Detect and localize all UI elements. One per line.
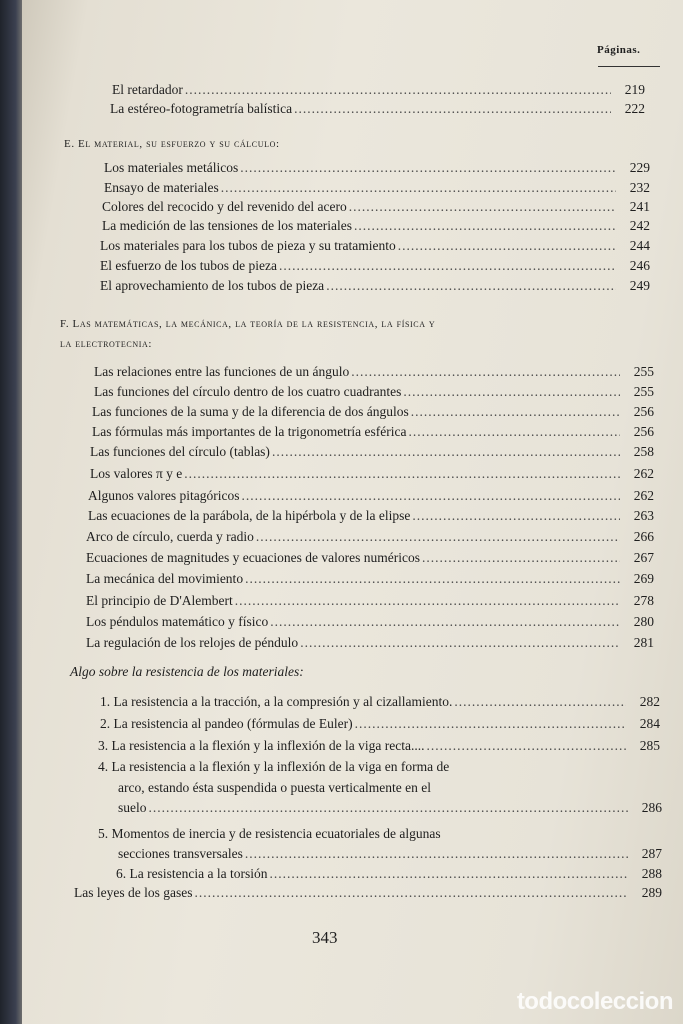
toc-entry: Los péndulos matemático y físico ..... 280 bbox=[86, 614, 654, 630]
toc-entry: La regulación de los relojes de péndulo ..... 281 bbox=[86, 635, 654, 651]
toc-entry: 1. La resistencia a la tracción, a la compresión y al cizallamiento. ..... 282 bbox=[100, 694, 660, 710]
toc-entry: El principio de D'Alembert ..... 278 bbox=[86, 593, 654, 609]
watermark-text: todocoleccion bbox=[516, 988, 673, 1015]
toc-entry: La estéreo-fotogrametría balística ..... 222 bbox=[110, 101, 645, 117]
toc-entry: Las funciones de la suma y de la diferencia de dos ángulos ..... 256 bbox=[92, 404, 654, 420]
book-page bbox=[22, 0, 683, 1024]
toc-entry: Las funciones del círculo dentro de los cuatro cuadrantes ..... 255 bbox=[94, 384, 654, 400]
toc-entry: Ecuaciones de magnitudes y ecuaciones de valores numéricos ..... 267 bbox=[86, 550, 654, 566]
toc-entry: El aprovechamiento de los tubos de pieza ..... 249 bbox=[100, 278, 650, 294]
toc-entry-multiline: 5. Momentos de inercia y de resistencia ecuatoriales de algunas bbox=[98, 826, 441, 841]
toc-entry-multiline-end: suelo ..... 286 bbox=[118, 800, 662, 816]
section-heading-e: E. El material, su esfuerzo y su cálculo: bbox=[64, 138, 280, 150]
toc-entry: Las ecuaciones de la parábola, de la hipérbola y de la elipse ..... 263 bbox=[88, 508, 654, 524]
subsection-heading: Algo sobre la resistencia de los materiales: bbox=[70, 664, 304, 679]
toc-entry: La mecánica del movimiento ..... 269 bbox=[86, 571, 654, 587]
column-header: Páginas. bbox=[597, 44, 641, 56]
toc-entry: Arco de círculo, cuerda y radio ..... 266 bbox=[86, 529, 654, 545]
page-number: 343 bbox=[312, 928, 338, 947]
toc-entry: Ensayo de materiales ..... 232 bbox=[104, 180, 650, 196]
toc-entry: Los materiales para los tubos de pieza y su tratamiento ..... 244 bbox=[100, 238, 650, 254]
toc-entry-multiline-end: secciones transversales ..... 287 bbox=[118, 846, 662, 862]
toc-entry: Los valores π y e ..... 262 bbox=[90, 466, 654, 482]
toc-entry: Las relaciones entre las funciones de un ángulo ..... 255 bbox=[94, 364, 654, 380]
toc-entry: Algunos valores pitagóricos ..... 262 bbox=[88, 488, 654, 504]
toc-entry: Los materiales metálicos ..... 229 bbox=[104, 160, 650, 176]
toc-entry: El esfuerzo de los tubos de pieza ..... 246 bbox=[100, 258, 650, 274]
toc-entry: Colores del recocido y del revenido del acero ..... 241 bbox=[102, 199, 650, 215]
header-rule bbox=[598, 66, 660, 67]
toc-entry: Las funciones del círculo (tablas) ..... 258 bbox=[90, 444, 654, 460]
toc-entry: 3. La resistencia a la flexión y la inflexión de la viga recta.... ..... 285 bbox=[98, 738, 660, 754]
toc-entry: 2. La resistencia al pandeo (fórmulas de Euler) ..... 284 bbox=[100, 716, 660, 732]
section-heading-f: F. Las matemáticas, la mecánica, la teoría de la resistencia, la física y bbox=[60, 318, 436, 330]
toc-entry: Las leyes de los gases ..... 289 bbox=[74, 885, 662, 901]
toc-entry-multiline: 4. La resistencia a la flexión y la inflexión de la viga en forma de arco, estando ésta suspendida o puesta verticalmente en el bbox=[98, 759, 450, 795]
toc-entry: Las fórmulas más importantes de la trigonometría esférica ..... 256 bbox=[92, 424, 654, 440]
toc-entry: La medición de las tensiones de los materiales ..... 242 bbox=[102, 218, 650, 234]
toc-entry: El retardador ..... 219 bbox=[112, 82, 645, 98]
section-heading-f-cont: la electrotecnia: bbox=[60, 338, 152, 350]
toc-entry: 6. La resistencia a la torsión ..... 288 bbox=[116, 866, 662, 882]
